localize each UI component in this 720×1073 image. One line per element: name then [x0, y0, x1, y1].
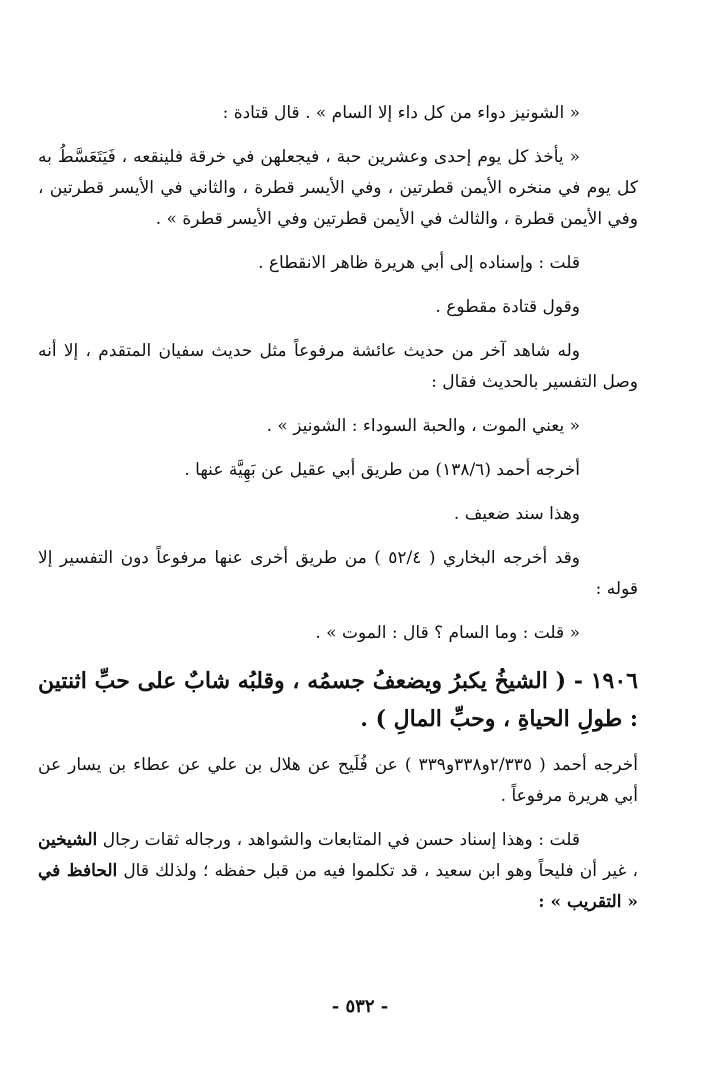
- paragraph-9: وقد أخرجه البخاري ( ٥٢/٤ ) من طريق أخرى عنها مرفوعاً دون التفسير إلا قوله :: [38, 548, 638, 599]
- paragraph-4: وقول قتادة مقطوع .: [435, 297, 580, 317]
- paragraph-12-hafiz: الحافظ في « التقريب » :: [38, 861, 638, 912]
- paragraph-3: قلت : وإسناده إلى أبي هريرة ظاهر الانقطاع .: [258, 253, 580, 273]
- hadith-heading: ١٩٠٦ - ( الشيخُ يكبرُ ويضعفُ جسمُه ، وقلبُه شابٌ على حبِّ اثنتين : طولِ الحياةِ ، وحبِّ المالِ ) .: [38, 668, 638, 732]
- paragraph-12: [38, 825, 638, 918]
- paragraph-6: « يعني الموت ، والحبة السوداء : الشونيز » .: [266, 416, 580, 436]
- book-page: [38, 98, 638, 931]
- paragraph-12-part-2: ، غير أن فليحاً وهو ابن سعيد ، قد تكلموا فيه من قبل حفظه ؛ ولذلك قال: [117, 861, 638, 881]
- paragraph-5: وله شاهد آخر من حديث عائشة مرفوعاً مثل حديث سفيان المتقدم ، إلا أنه وصل التفسير بالحديث فقال :: [38, 341, 638, 392]
- paragraph-11: أخرجه أحمد ( ٢/٣٣٥و٣٣٨و٣٣٩ ) عن فُلَيح عن هلال بن علي عن عطاء بن يسار عن أبي هريرة مرفوعاً .: [38, 755, 638, 806]
- paragraph-7: أخرجه أحمد (١٣٨/٦) من طريق أبي عقيل عن بَهِيَّة عنها .: [184, 460, 580, 480]
- paragraph-10: « قلت : وما السام ؟ قال : الموت » .: [315, 623, 580, 643]
- paragraph-12-part-1: قلت : وهذا إسناد حسن في المتابعات والشواهد ، ورجاله ثقات رجال: [97, 830, 580, 850]
- paragraph-1: « الشونيز دواء من كل داء إلا السام » . قال قتادة :: [222, 103, 580, 123]
- page-number: - ٥٣٢ -: [331, 996, 389, 1017]
- paragraph-2: « يأخذ كل يوم إحدى وعشرين حبة ، فيجعلهن في خرقة فلينقعه ، فَيَتَعَسَّطُ به كل يوم في منخره الأيمن قطرتين ، وفي الأيسر قطرة ، والثاني في الأيسر قطرتين ، وفي الأيمن قطرة ، والثالث في الأيمن قطرتين وفي الأيسر قطرة » .: [38, 147, 638, 229]
- paragraph-8: وهذا سند ضعيف .: [453, 504, 580, 524]
- paragraph-12-shaykhayn: الشيخين: [38, 830, 98, 850]
